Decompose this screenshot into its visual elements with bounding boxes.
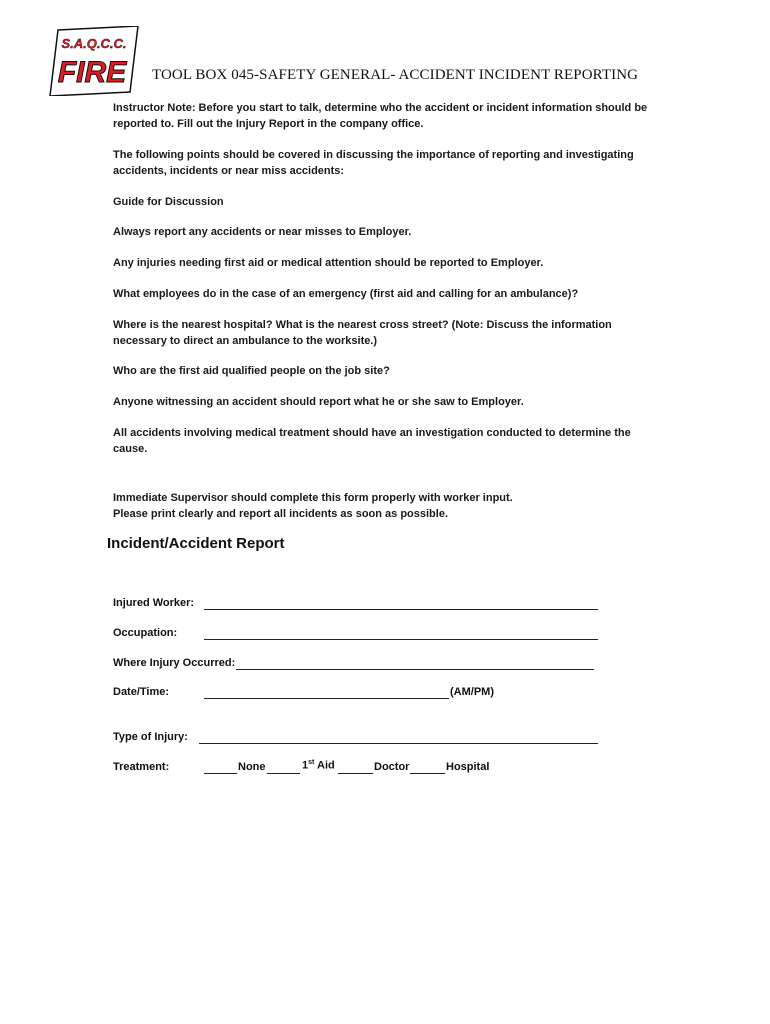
date-time-label: Date/Time: <box>113 686 170 698</box>
date-time-field[interactable] <box>204 698 449 699</box>
sarcc-fire-logo <box>48 26 140 96</box>
occupation-field[interactable] <box>204 639 598 640</box>
point-5: Who are the first aid qualified people on the job site? <box>113 365 390 377</box>
points-intro: The following points should be covered in discussing the importance of reporting and investigating accidents, incidents or near miss accidents: <box>113 149 634 177</box>
instructor-note: Instructor Note: Before you start to talk, determine who the accident or incident information should be reported to. Fill out the Injury Report in the company office. <box>113 102 648 130</box>
logo-line1: S.A.Q.C.C. <box>61 36 127 51</box>
treatment-label: Treatment: <box>113 761 170 773</box>
am-pm-label: (AM/PM) <box>450 686 494 698</box>
treatment-none-blank[interactable] <box>204 773 237 774</box>
point-4: Where is the nearest hospital? What is the nearest cross street? (Note: Discuss the information necessary to direct an ambulance to the worksite.) <box>113 319 612 347</box>
guide-heading: Guide for Discussion <box>113 196 224 208</box>
first-aid-word: Aid <box>314 759 335 772</box>
print-note: Please print clearly and report all incidents as soon as possible. <box>113 508 449 520</box>
page-title: TOOL BOX 045-SAFETY GENERAL- ACCIDENT INCIDENT REPORTING <box>152 67 639 83</box>
fire-logo-icon <box>48 26 140 96</box>
first-aid-number: 1 <box>302 759 309 772</box>
occupation-label: Occupation: <box>113 627 178 639</box>
injured-worker-label: Injured Worker: <box>113 597 195 609</box>
point-1: Always report any accidents or near misses to Employer. <box>113 226 412 238</box>
where-injury-field[interactable] <box>236 669 594 670</box>
point-6: Anyone witnessing an accident should report what he or she saw to Employer. <box>113 396 524 408</box>
treatment-first-aid-label <box>302 759 335 772</box>
point-7: All accidents involving medical treatment should have an investigation conducted to determine the cause. <box>113 427 631 455</box>
treatment-hospital-blank[interactable] <box>410 773 445 774</box>
treatment-hospital-label: Hospital <box>446 761 490 773</box>
type-of-injury-label: Type of Injury: <box>113 731 188 743</box>
type-of-injury-field[interactable] <box>199 743 598 744</box>
injured-worker-field[interactable] <box>204 609 598 610</box>
report-heading: Incident/Accident Report <box>107 535 285 552</box>
treatment-none-label: None <box>238 761 266 773</box>
supervisor-note: Immediate Supervisor should complete this form properly with worker input. <box>113 492 513 504</box>
treatment-doctor-blank[interactable] <box>338 773 373 774</box>
where-injury-label: Where Injury Occurred: <box>113 657 236 669</box>
first-aid-superscript: st <box>308 759 315 766</box>
logo-line2: FIRE <box>57 56 127 89</box>
point-3: What employees do in the case of an emergency (first aid and calling for an ambulance)? <box>113 288 579 300</box>
treatment-first-aid-blank[interactable] <box>267 773 300 774</box>
treatment-doctor-label: Doctor <box>374 761 410 773</box>
point-2: Any injuries needing first aid or medical attention should be reported to Employer. <box>113 257 544 269</box>
